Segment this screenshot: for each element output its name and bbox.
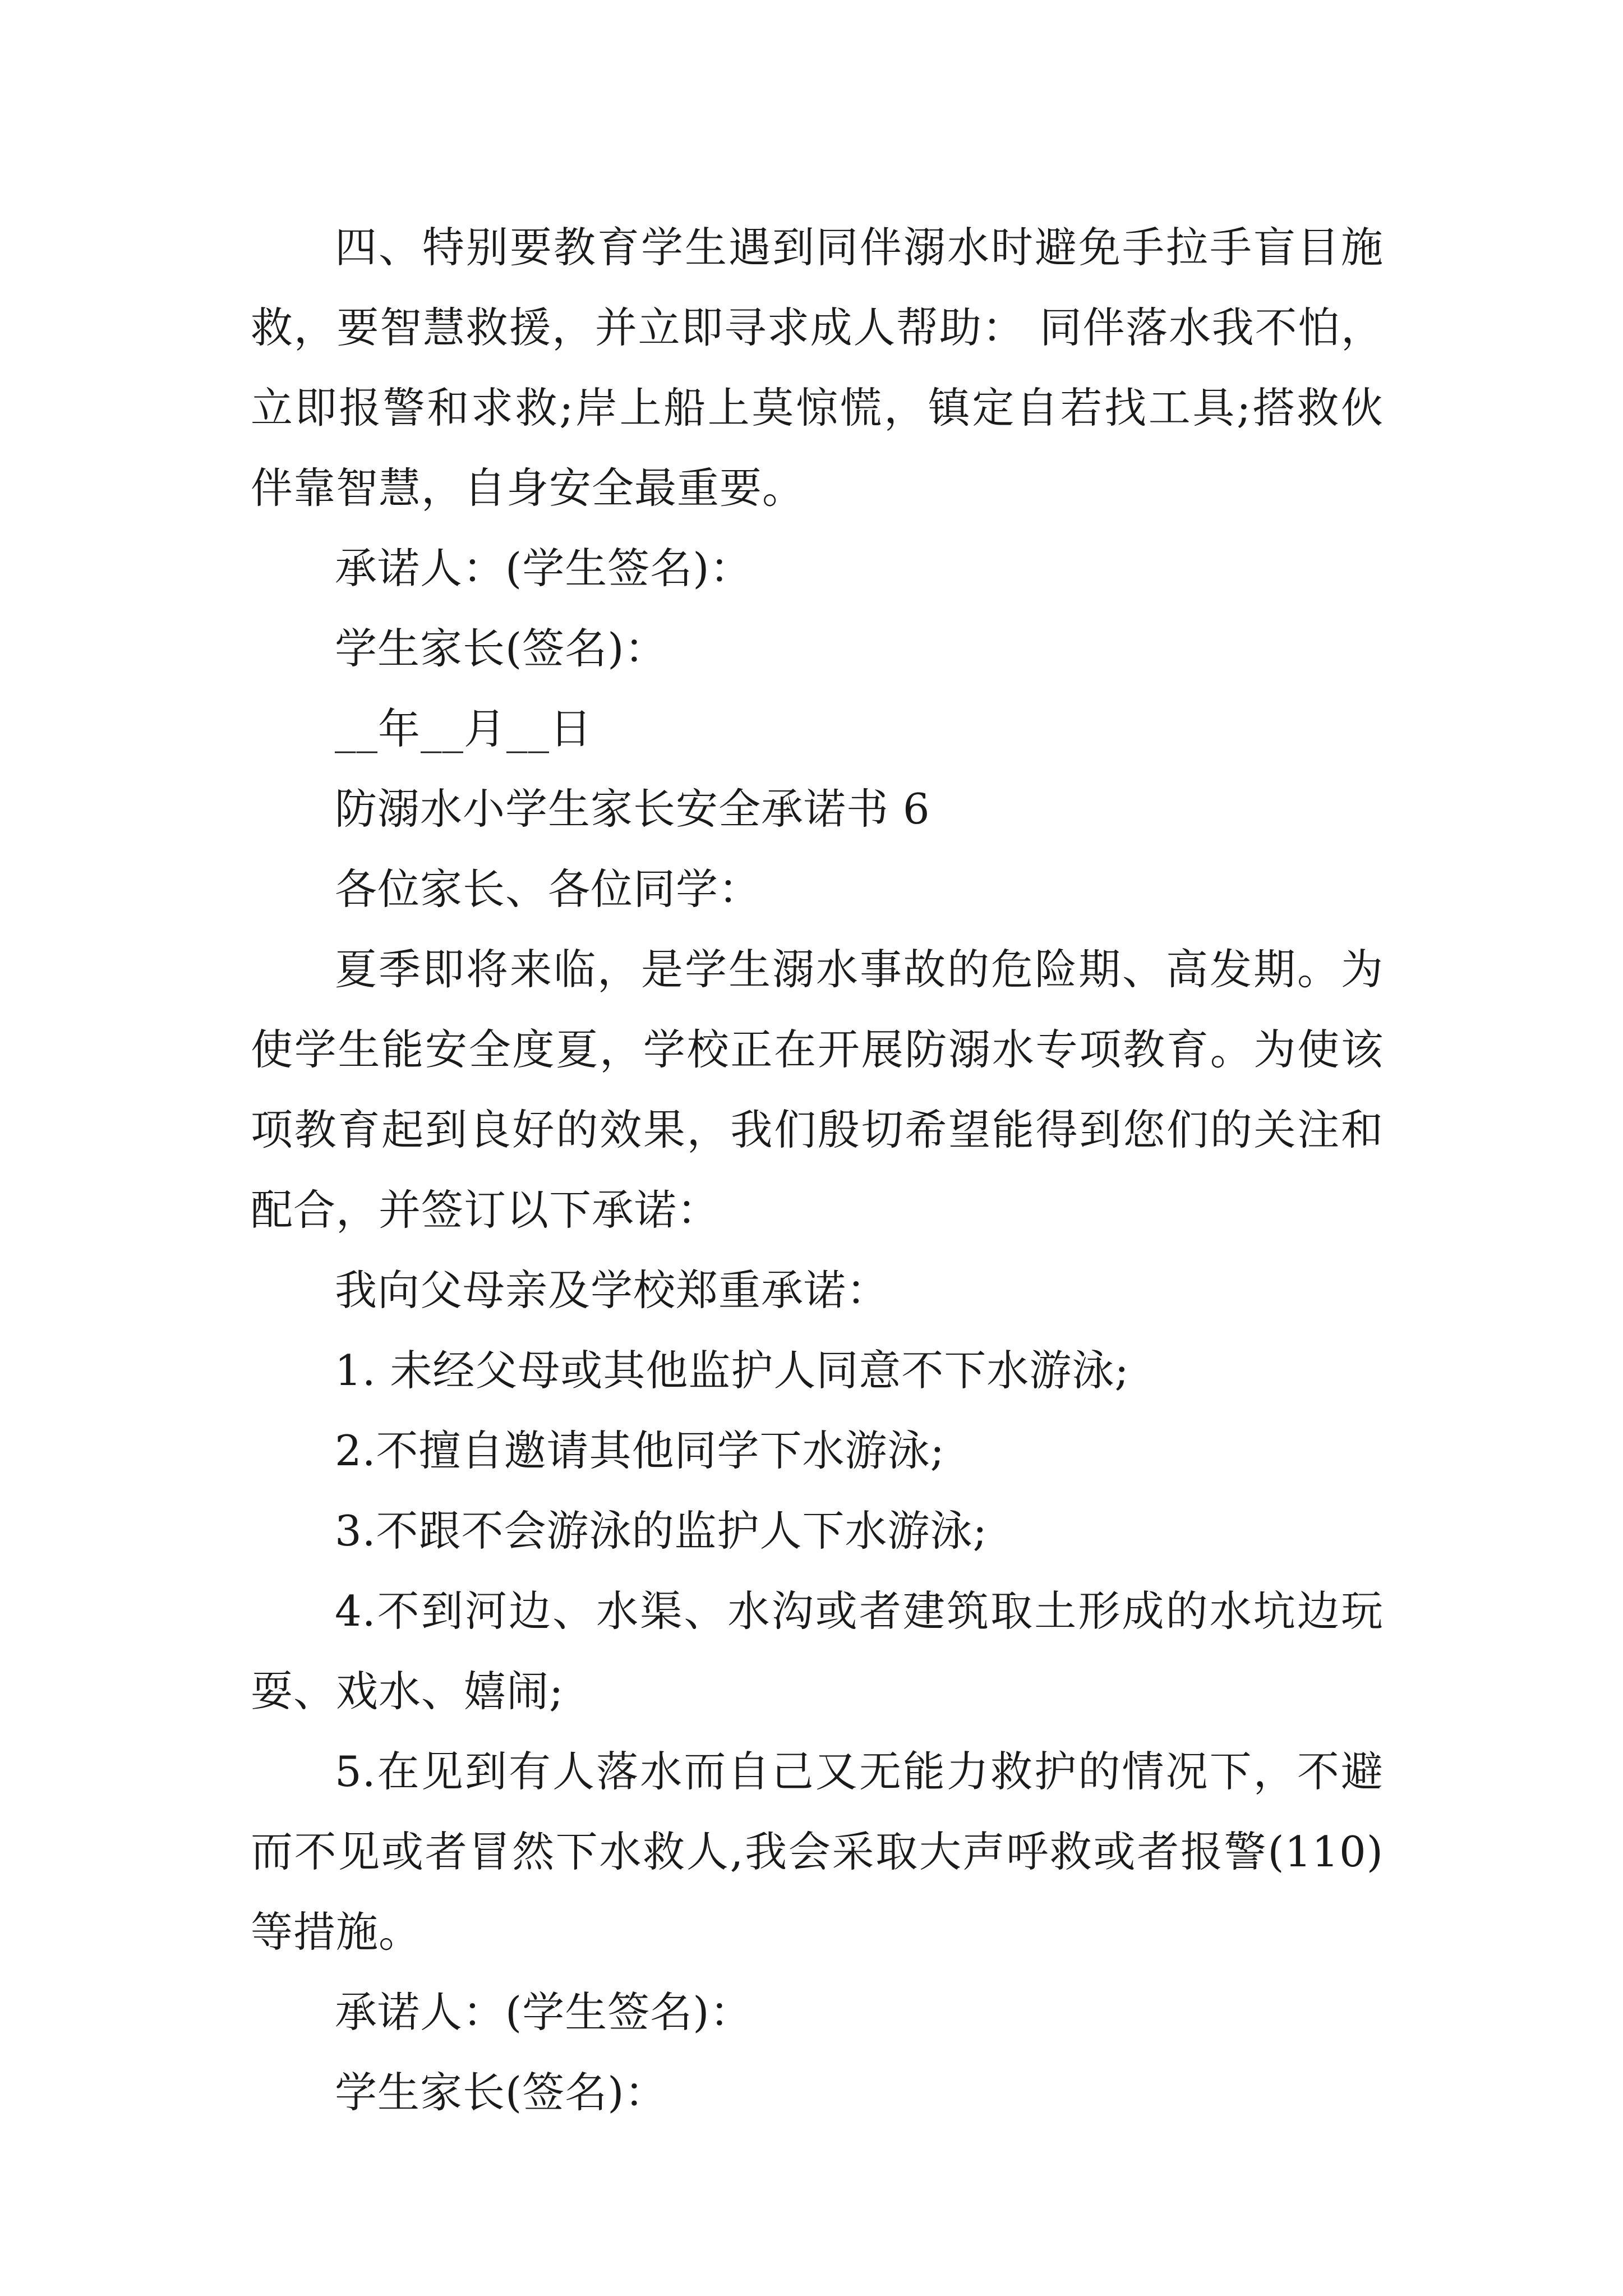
paragraph-intro: 夏季即将来临，是学生溺水事故的危险期、高发期。为使学生能安全度夏，学校正在开展防溺水专项教育。为使该项教育起到良好的效果，我们殷切希望能得到您们的关注和配合，并签订以下承诺： <box>251 945 1384 1235</box>
parent-signature-line-2: 学生家长(签名)： <box>335 2068 667 2117</box>
pledge-heading: 我向父母亲及学校郑重承诺： <box>335 1266 889 1315</box>
promiser-signature-line: 承诺人：(学生签名)： <box>335 544 753 593</box>
pledge-item-5: 5.在见到有人落水而自己又无能力救护的情况下，不避而不见或者冒然下水救人,我会采取大声呼救或者报警(110)等措施。 <box>251 1747 1384 1957</box>
promiser-signature-line-2: 承诺人：(学生签名)： <box>335 1987 753 2037</box>
pledge-item-1: 1. 未经父母或其他监护人同意不下水游泳; <box>335 1346 1129 1395</box>
paragraph-section-four: 四、特别要教育学生遇到同伴溺水时避免手拉手盲目施救，要智慧救援，并立即寻求成人帮助： 同伴落水我不怕，立即报警和求救;岸上船上莫惊慌，镇定自若找工具;搭救伙伴靠智慧，自身安全最重要。 <box>251 223 1384 513</box>
pledge-item-3: 3.不跟不会游泳的监护人下水游泳; <box>335 1506 988 1556</box>
parent-signature-line: 学生家长(签名)： <box>335 624 667 673</box>
pledge-item-2: 2.不擅自邀请其他同学下水游泳; <box>335 1426 945 1475</box>
date-line: __年__月__日 <box>335 704 593 753</box>
pledge-item-4: 4.不到河边、水渠、水沟或者建筑取土形成的水坑边玩耍、戏水、嬉闹; <box>251 1586 1384 1716</box>
salutation: 各位家长、各位同学： <box>335 864 762 914</box>
document-body <box>251 208 1384 2133</box>
section-title: 防溺水小学生家长安全承诺书 6 <box>335 784 930 834</box>
